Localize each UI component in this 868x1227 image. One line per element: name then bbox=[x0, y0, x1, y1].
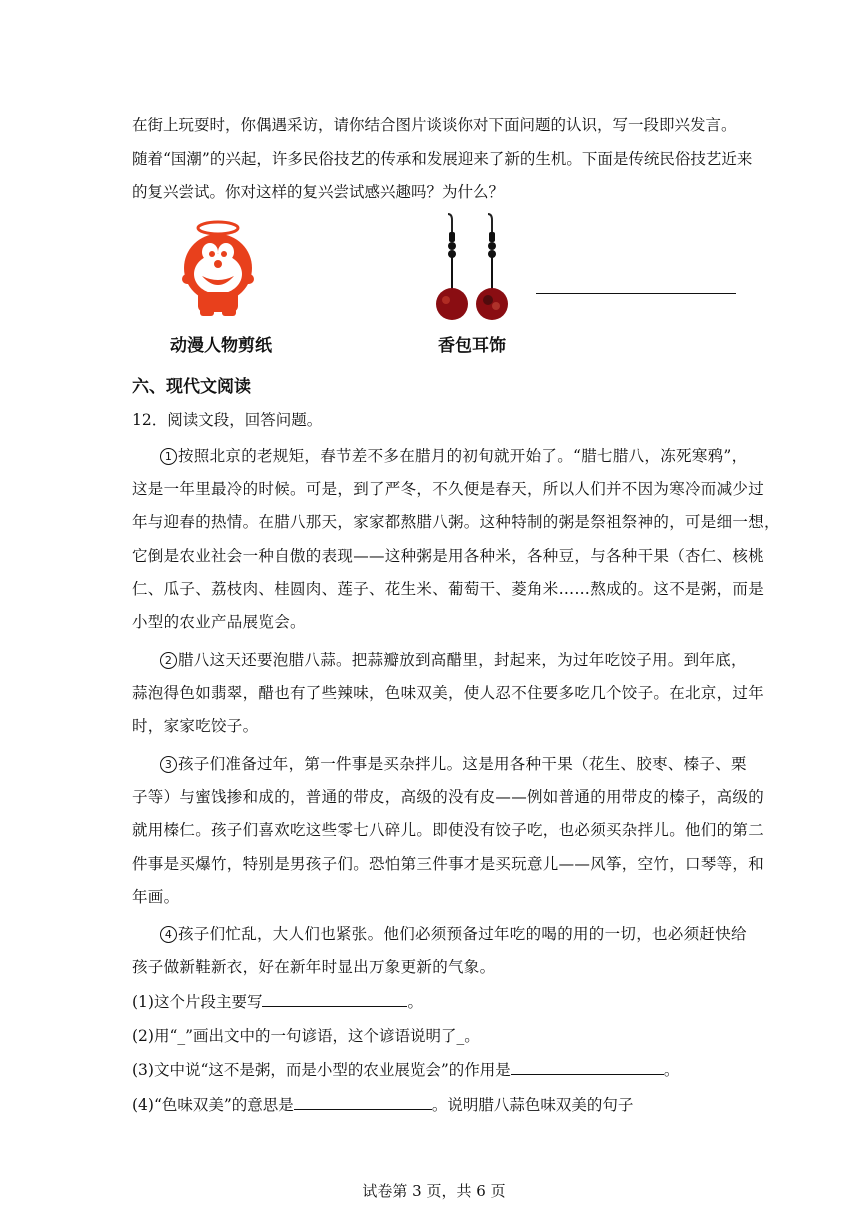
q4-answer-blank[interactable] bbox=[294, 1094, 432, 1111]
passage-p4-line-1 bbox=[160, 922, 747, 944]
q3-answer-blank[interactable] bbox=[511, 1059, 664, 1076]
question-12: 12．阅读文段，回答问题。 bbox=[132, 411, 323, 429]
passage-p2-line-3: 时，家家吃饺子。 bbox=[132, 717, 259, 735]
sachet-earrings-image bbox=[432, 212, 512, 322]
left-image-caption: 动漫人物剪纸 bbox=[170, 336, 272, 356]
passage-p1-line-6: 小型的农业产品展览会。 bbox=[132, 613, 306, 631]
passage-p4-line-2: 孩子做新鞋新衣，好在新年时显出万象更新的气象。 bbox=[132, 958, 496, 976]
intro-line-1: 在街上玩耍时，你偶遇采访，请你结合图片谈谈你对下面问题的认识，写一段即兴发言。 bbox=[132, 116, 737, 134]
q3-end: 。 bbox=[663, 1061, 680, 1079]
paragraph-number-3: 3 bbox=[160, 756, 177, 773]
intro-line-3: 的复兴尝试。你对这样的复兴尝试感兴趣吗？为什么？ bbox=[132, 183, 505, 201]
passage-p2-line-2: 蒜泡得色如翡翠，醋也有了些辣味，色味双美，使人忍不住要多吃几个饺子。在北京，过年 bbox=[132, 684, 765, 702]
page-footer: 试卷第 3 页，共 6 页 bbox=[362, 1182, 506, 1200]
question-3 bbox=[132, 1058, 679, 1080]
p1-text-1: 按照北京的老规矩，春节差不多在腊月的初旬就开始了。“腊七腊八，冻死寒鸦”， bbox=[178, 447, 748, 465]
paragraph-number-2: 2 bbox=[160, 652, 177, 669]
p4-text-1: 孩子们忙乱，大人们也紧张。他们必须预备过年吃的喝的用的一切，也必须赶快给 bbox=[178, 925, 747, 943]
passage-p1-line-4: 它倒是农业社会一种自傲的表现——这种粥是用各种米，各种豆，与各种干果（杏仁、核桃 bbox=[132, 547, 765, 565]
right-image-caption: 香包耳饰 bbox=[438, 336, 506, 356]
q1-end: 。 bbox=[407, 993, 423, 1011]
intro-line-2: 随着“国潮”的兴起，许多民俗技艺的传承和发展迎来了新的生机。下面是传统民俗技艺近来 bbox=[132, 150, 753, 168]
passage-p1-line-3: 年与迎春的热情。在腊八那天，家家都熬腊八粥。这种特制的粥是祭祖祭神的，可是细一想， bbox=[132, 513, 780, 531]
section-heading: 六、现代文阅读 bbox=[132, 377, 251, 397]
passage-p1-line-1 bbox=[160, 444, 747, 466]
passage-p3-line-5: 年画。 bbox=[132, 888, 180, 906]
question-2: (2)用“_”画出文中的一句谚语，这个谚语说明了_。 bbox=[132, 1027, 480, 1045]
passage-p3-line-4: 件事是买爆竹，特别是男孩子们。恐怕第三件事才是买玩意儿——风筝，空竹，口琴等，和 bbox=[132, 855, 765, 873]
passage-p3-line-1 bbox=[160, 752, 747, 774]
passage-p3-line-3: 就用榛仁。孩子们喜欢吃这些零七八碎儿。即使没有饺子吃，也必须买杂拌儿。他们的第二 bbox=[132, 821, 765, 839]
question-4 bbox=[132, 1093, 633, 1115]
q1-text: (1)这个片段主要写 bbox=[132, 993, 263, 1011]
anime-papercut-image bbox=[176, 218, 262, 318]
question-1 bbox=[132, 990, 423, 1012]
passage-p2-line-1 bbox=[160, 648, 747, 670]
answer-blank-line bbox=[536, 293, 736, 294]
paragraph-number-1: 1 bbox=[160, 448, 177, 465]
p3-text-1: 孩子们准备过年，第一件事是买杂拌儿。这是用各种干果（花生、胶枣、榛子、栗 bbox=[178, 755, 747, 773]
q3-text: (3)文中说“这不是粥，而是小型的农业展览会”的作用是 bbox=[132, 1061, 511, 1079]
passage-p1-line-2: 这是一年里最冷的时候。可是，到了严冬，不久便是春天，所以人们并不因为寒冷而减少过 bbox=[132, 480, 765, 498]
p2-text-1: 腊八这天还要泡腊八蒜。把蒜瓣放到高醋里，封起来，为过年吃饺子用。到年底， bbox=[178, 651, 747, 669]
q4-end: 。说明腊八蒜色味双美的句子 bbox=[431, 1096, 634, 1114]
paragraph-number-4: 4 bbox=[160, 926, 177, 943]
passage-p3-line-2: 子等）与蜜饯掺和成的，普通的带皮，高级的没有皮——例如普通的用带皮的榛子，高级的 bbox=[132, 788, 765, 806]
passage-p1-line-5: 仁、瓜子、荔枝肉、桂圆肉、莲子、花生米、葡萄干、菱角米……熬成的。这不是粥，而是 bbox=[132, 580, 765, 598]
q4-text: (4)“色味双美”的意思是 bbox=[132, 1096, 294, 1114]
q1-answer-blank[interactable] bbox=[262, 991, 407, 1008]
